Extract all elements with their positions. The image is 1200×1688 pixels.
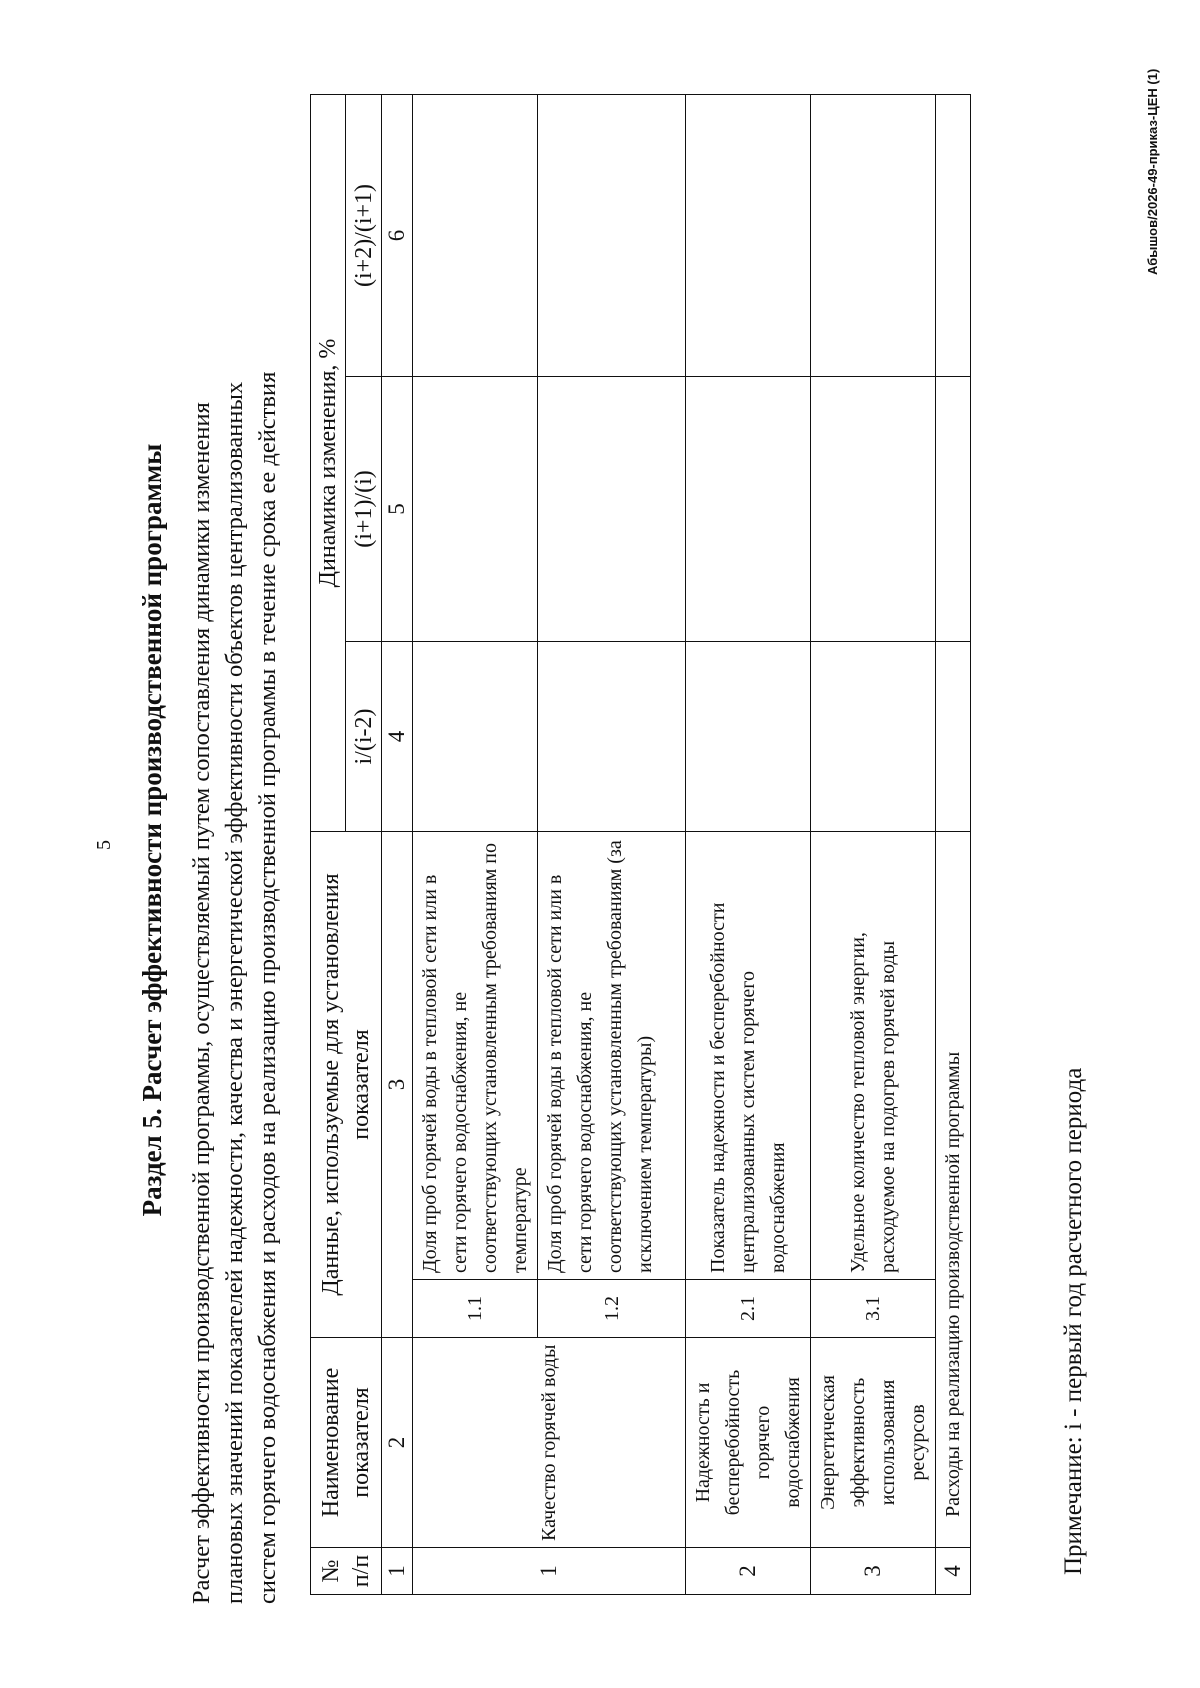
header-num: № п/п (311, 1548, 382, 1595)
table-row (686, 94, 811, 1594)
header-dyn-col: i/(i-2) (346, 641, 382, 831)
col-number: 4 (382, 641, 413, 831)
header-name: Наименование показателя (311, 1338, 382, 1548)
value-cell (413, 376, 538, 641)
table-row (811, 94, 936, 1594)
efficiency-table (310, 94, 971, 1595)
row-text: Доля проб горячей воды в тепловой сети или в сети горячего водоснабжения, не соответствующих установленным требованиям (за исключением температуры) (538, 831, 686, 1279)
value-cell (936, 94, 971, 376)
value-cell (811, 376, 936, 641)
table-row (936, 94, 971, 1594)
header-dyn-col: (i+1)/(i) (346, 376, 382, 641)
intro-paragraph (185, 110, 284, 1610)
intro-line: систем горячего водоснабжения и расходов на реализацию производственной программы в течение срока ее действия (254, 371, 281, 1604)
value-cell (538, 376, 686, 641)
col-number: 1 (382, 1548, 413, 1595)
value-cell (413, 94, 538, 376)
row-num: 2 (686, 1548, 811, 1595)
row-text: Доля проб горячей воды в тепловой сети или в сети горячего водоснабжения, не соответствующих установленным требованиям по температуре (413, 831, 538, 1279)
footnote: Примечание: i - первый год расчетного периода (1060, 1067, 1087, 1575)
col-number: 2 (382, 1338, 413, 1548)
page-number: 5 (93, 840, 115, 850)
row-code: 1.1 (413, 1280, 538, 1338)
intro-line: плановых значений показателей надежности, качества и энергетической эффективности объектов централизованных (221, 381, 248, 1604)
row-num: 3 (811, 1548, 936, 1595)
row-text: Показатель надежности и бесперебойности централизованных систем горячего водоснабжения (686, 831, 811, 1279)
col-number: 3 (382, 831, 413, 1337)
value-cell (811, 94, 936, 376)
document-stamp: Абышов/2026-49-приказ-ЦЕН (1) (1145, 68, 1160, 275)
intro-line: Расчет эффективности производственной программы, осуществляемый путем сопоставления динамики изменения (188, 402, 215, 1604)
row-num: 1 (413, 1548, 686, 1595)
header-data: Данные, используемые для установления показателя (311, 831, 382, 1337)
rotated-page (93, 50, 1175, 1610)
value-cell (811, 641, 936, 831)
row-code: 3.1 (811, 1280, 936, 1338)
row-text: Расходы на реализацию производственной программы (936, 831, 971, 1547)
header-dyn-col: (i+2)/(i+1) (346, 94, 382, 376)
col-number: 6 (382, 94, 413, 376)
row-num: 4 (936, 1548, 971, 1595)
section-title: Раздел 5. Расчет эффективности производственной программы (137, 443, 167, 1217)
value-cell (936, 641, 971, 831)
header-dynamics: Динамика изменения, % (311, 94, 346, 831)
value-cell (686, 376, 811, 641)
col-number: 5 (382, 376, 413, 641)
table-row (413, 94, 538, 1594)
value-cell (686, 94, 811, 376)
row-name: Энергетическая эффективность использования ресурсов (811, 1338, 936, 1548)
value-cell (413, 641, 538, 831)
value-cell (936, 376, 971, 641)
value-cell (538, 641, 686, 831)
row-name: Надежность и бесперебойность горячего водоснабжения (686, 1338, 811, 1548)
value-cell (686, 641, 811, 831)
value-cell (538, 94, 686, 376)
row-code: 1.2 (538, 1280, 686, 1338)
row-text: Удельное количество тепловой энергии, расходуемое на подогрев горячей воды (811, 831, 936, 1279)
row-name: Качество горячей воды (413, 1338, 686, 1548)
row-code: 2.1 (686, 1280, 811, 1338)
